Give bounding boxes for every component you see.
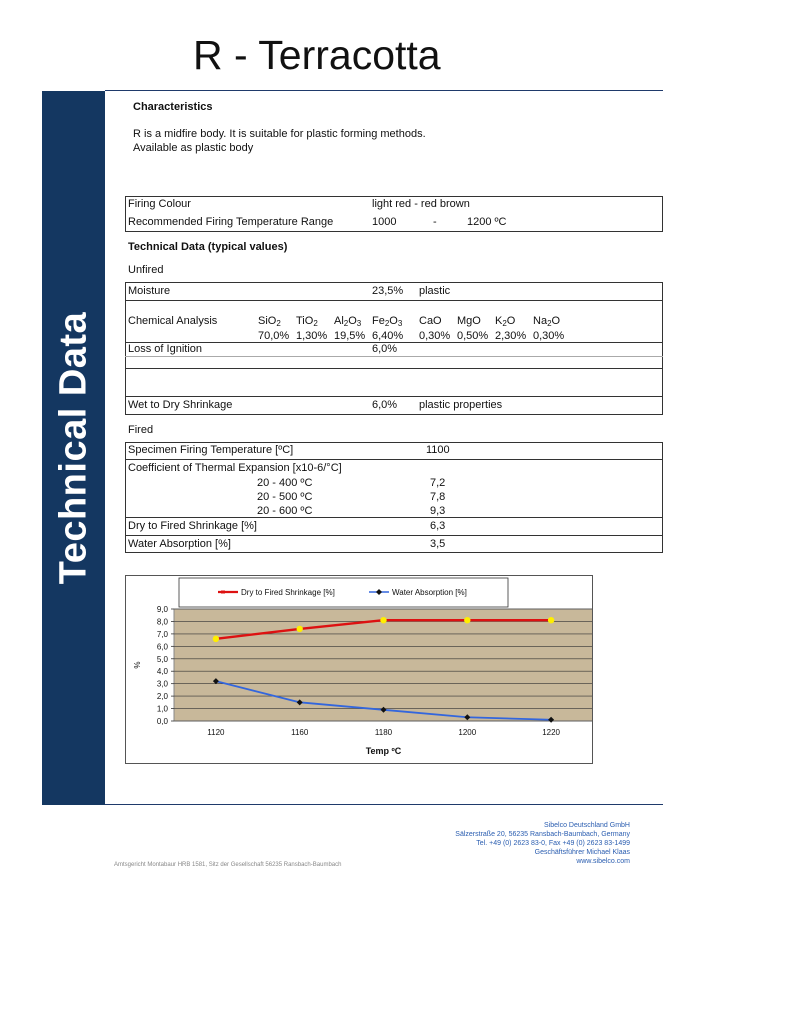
- oxide-name: $K_2O$: [495, 315, 516, 328]
- firing-temp-low: 1000: [372, 216, 397, 228]
- oxide-value: 1,30%: [296, 330, 328, 342]
- specimen-temp-label: Specimen Firing Temperature [ºC]: [128, 444, 294, 456]
- data-point: [213, 636, 219, 642]
- firing-temp-high: 1200 ºC: [467, 216, 507, 228]
- cte-value: 7,2: [430, 477, 446, 489]
- oxide-name: $Na_2O$: [533, 315, 561, 328]
- chart-svg: [126, 576, 592, 763]
- oxide-name: SiO$_2$: [258, 315, 281, 328]
- row-divider: [125, 396, 663, 397]
- firing-colour-label: Firing Colour: [128, 198, 191, 210]
- y-tick-label: 6,0: [156, 642, 168, 652]
- data-point: [380, 617, 386, 623]
- row-divider: [125, 300, 663, 301]
- row-divider: [125, 517, 663, 518]
- oxide-name: CaO: [419, 315, 442, 327]
- oxide-value: 0,30%: [419, 330, 451, 342]
- oxide-name: MgO: [457, 315, 481, 327]
- y-tick-label: 4,0: [156, 667, 168, 677]
- characteristics-line-1: R is a midfire body. It is suitable for plastic forming methods.: [133, 128, 426, 140]
- unfired-heading: Unfired: [128, 264, 164, 276]
- y-tick-label: 2,0: [156, 692, 168, 702]
- row-divider: [125, 535, 663, 536]
- oxide-name: $Fe_2O_3$: [372, 315, 403, 328]
- cte-label: Coefficient of Thermal Expansion [x10-6/°C]: [128, 462, 342, 474]
- row-divider: [125, 368, 663, 369]
- y-tick-label: 1,0: [156, 704, 168, 714]
- moisture-note: plastic: [419, 285, 451, 297]
- legend-label: Dry to Fired Shrinkage [%]: [241, 588, 335, 597]
- cte-value: 7,8: [430, 491, 446, 503]
- wet-dry-shrinkage-value: 6,0%: [372, 399, 398, 411]
- x-tick-label: 1220: [542, 728, 560, 737]
- oxide-name: $Al_2O_3$: [334, 315, 362, 328]
- legend-label: Water Absorption [%]: [392, 588, 467, 597]
- tech-data-heading: Technical Data (typical values): [128, 241, 288, 253]
- firing-colour-value: light red - red brown: [372, 198, 470, 210]
- fired-heading: Fired: [128, 424, 154, 436]
- footer-register: Amtsgericht Montabaur HRB 1581, Sitz der Gesellschaft 56235 Ransbach-Baumbach: [114, 862, 342, 868]
- y-tick-label: 8,0: [156, 617, 168, 627]
- bottom-rule: [105, 804, 663, 805]
- characteristics-heading: Characteristics: [133, 101, 213, 113]
- x-tick-label: 1180: [374, 728, 393, 737]
- specimen-temp-value: 1100: [426, 444, 450, 456]
- data-point: [548, 617, 554, 623]
- y-axis-label: %: [133, 661, 142, 669]
- characteristics-line-2: Available as plastic body: [133, 142, 254, 154]
- footer-phone: Tel. +49 (0) 2623 83-0, Fax +49 (0) 2623 83-1499: [476, 840, 630, 847]
- x-tick-label: 1160: [291, 728, 309, 737]
- row-divider: [125, 459, 663, 460]
- page-title: R - Terracotta: [193, 32, 441, 78]
- y-tick-label: 7,0: [156, 629, 168, 639]
- oxide-value: 19,5%: [334, 330, 366, 342]
- sidebar-label: Technical Data: [52, 311, 94, 585]
- oxide-name: TiO$_2$: [296, 315, 318, 328]
- y-tick-label: 3,0: [156, 679, 168, 689]
- chart: [125, 575, 593, 764]
- x-tick-label: 1200: [458, 728, 477, 737]
- wet-dry-shrinkage-label: Wet to Dry Shrinkage: [128, 399, 233, 411]
- water-absorption-value: 3,5: [430, 538, 446, 550]
- data-point: [464, 617, 470, 623]
- cte-range: 20 - 600 ºC: [257, 505, 313, 517]
- cte-value: 9,3: [430, 505, 446, 517]
- data-point: [297, 626, 303, 632]
- oxide-value: 70,0%: [258, 330, 290, 342]
- loi-value: 6,0%: [372, 343, 398, 355]
- y-tick-label: 9,0: [156, 605, 168, 614]
- sidebar-band: [42, 91, 105, 805]
- y-tick-label: 5,0: [156, 654, 168, 664]
- moisture-value: 23,5%: [372, 285, 404, 297]
- oxide-value: 0,50%: [457, 330, 489, 342]
- chemical-analysis-label: Chemical Analysis: [128, 315, 218, 327]
- footer-company: Sibelco Deutschland GmbH: [544, 822, 630, 829]
- firing-temp-label: Recommended Firing Temperature Range: [128, 216, 334, 228]
- firing-temp-dash: -: [433, 216, 437, 228]
- footer-ceo: Geschäftsführer Michael Klaas: [534, 849, 630, 856]
- moisture-label: Moisture: [128, 285, 171, 297]
- footer-web: www.sibelco.com: [576, 858, 630, 865]
- plot-area: [174, 609, 592, 721]
- cte-range: 20 - 400 ºC: [257, 477, 313, 489]
- oxide-value: 0,30%: [533, 330, 565, 342]
- y-tick-label: 0,0: [156, 717, 168, 726]
- cte-range: 20 - 500 ºC: [257, 491, 313, 503]
- dry-fired-shrinkage-label: Dry to Fired Shrinkage [%]: [128, 520, 257, 532]
- loi-label: Loss of Ignition: [128, 343, 202, 355]
- top-rule: [105, 90, 663, 91]
- row-divider: [125, 356, 663, 357]
- x-tick-label: 1120: [207, 728, 225, 737]
- oxide-value: 6,40%: [372, 330, 404, 342]
- footer-address: Sälzerstraße 20, 56235 Ransbach-Baumbach, Germany: [455, 831, 630, 838]
- wet-dry-shrinkage-note: plastic properties: [419, 399, 503, 411]
- oxide-value: 2,30%: [495, 330, 527, 342]
- water-absorption-label: Water Absorption [%]: [128, 538, 231, 550]
- x-axis-label: Temp ºC: [365, 746, 402, 756]
- dry-fired-shrinkage-value: 6,3: [430, 520, 446, 532]
